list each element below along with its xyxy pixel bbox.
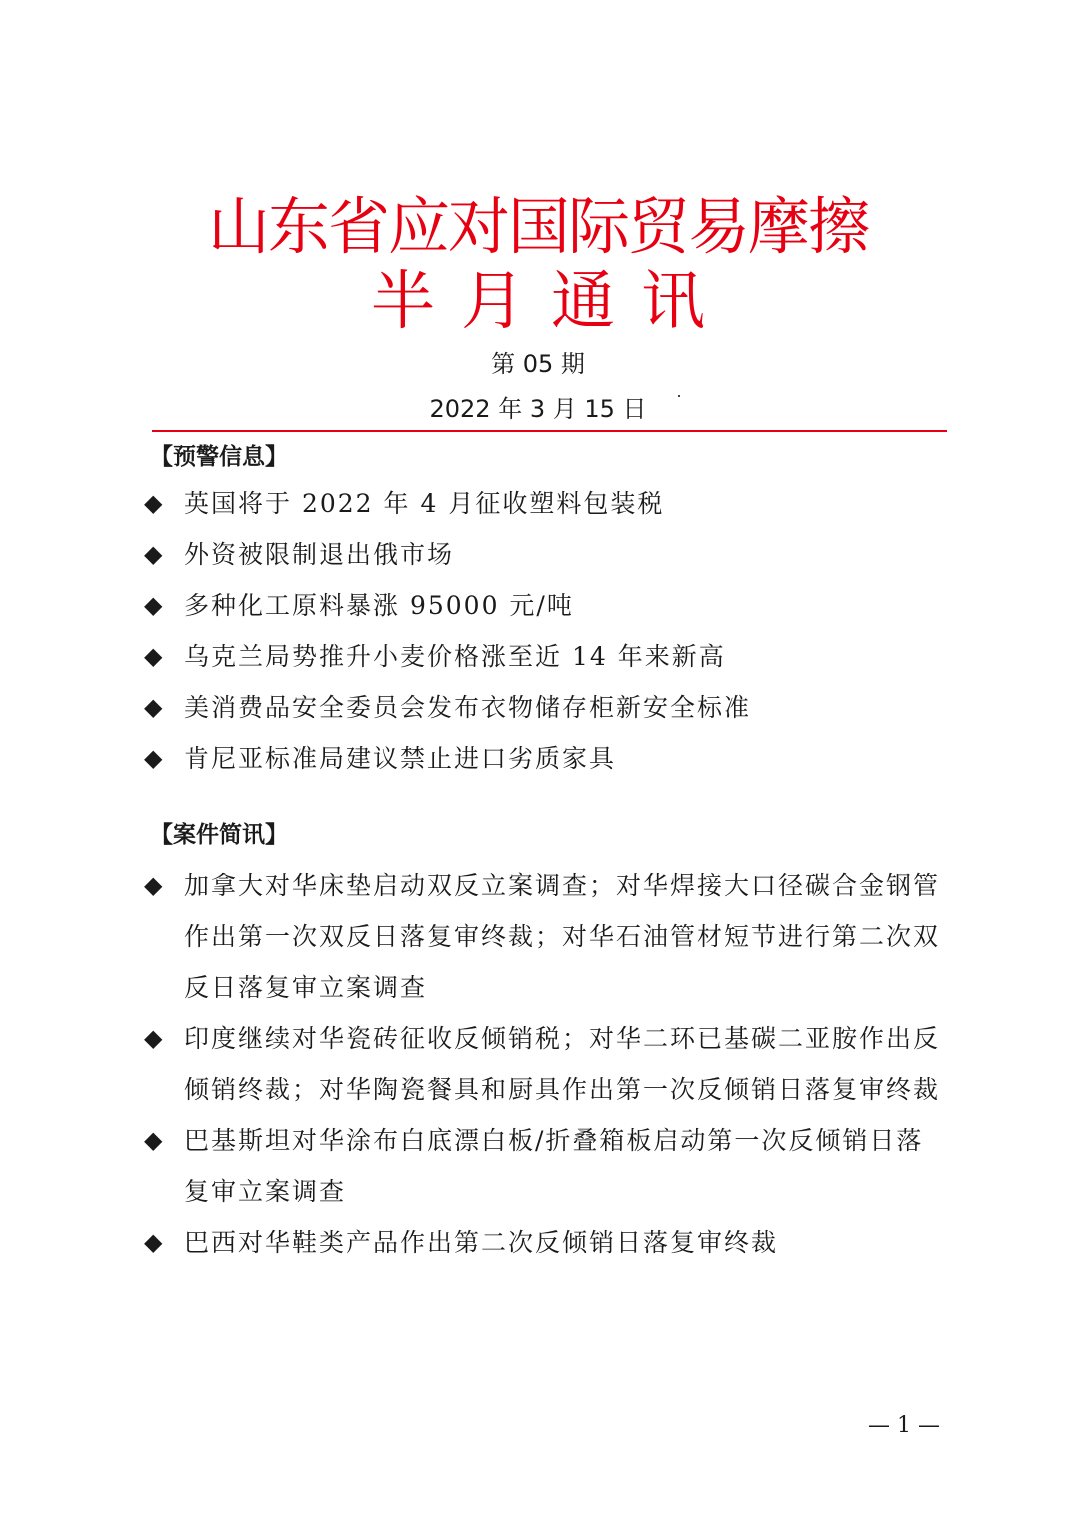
list-item — [144, 529, 944, 580]
diamond-bullet-icon: ◆ — [144, 744, 163, 772]
section-title-warning: 【预警信息】 — [150, 443, 288, 470]
diamond-bullet-icon: ◆ — [144, 871, 163, 899]
list-item-text: 英国将于 2022 年 4 月征收塑料包装税 — [184, 489, 665, 518]
list-item-text: 巴西对华鞋类产品作出第二次反倾销日落复审终裁 — [184, 1228, 779, 1257]
list-item — [144, 682, 944, 733]
diamond-bullet-icon: ◆ — [144, 489, 163, 517]
diamond-bullet-icon: ◆ — [144, 1024, 163, 1052]
diamond-bullet-icon: ◆ — [144, 540, 163, 568]
diamond-bullet-icon: ◆ — [144, 642, 163, 670]
list-item — [144, 1013, 944, 1115]
cases-list — [144, 860, 944, 1268]
list-item-text: 乌克兰局势推升小麦价格涨至近 14 年来新高 — [184, 642, 726, 671]
diamond-bullet-icon: ◆ — [144, 1228, 163, 1256]
list-item — [144, 478, 944, 529]
list-item-text: 美消费品安全委员会发布衣物储存柜新安全标准 — [184, 693, 752, 722]
page-number: — 1 — — [868, 1413, 940, 1438]
issue-date: 2022 年 3 月 15 日 — [429, 395, 647, 423]
section-title-cases: 【案件简讯】 — [150, 821, 288, 848]
red-divider-rule — [152, 430, 947, 432]
masthead-title-line1: 山东省应对国际贸易摩擦 — [207, 190, 868, 263]
list-item — [144, 1217, 944, 1268]
list-item — [144, 860, 944, 1013]
stray-dot — [678, 395, 680, 397]
list-item-text: 肯尼亚标准局建议禁止进口劣质家具 — [184, 744, 617, 773]
diamond-bullet-icon: ◆ — [144, 1126, 163, 1154]
list-item — [144, 580, 944, 631]
list-item-text: 印度继续对华瓷砖征收反倾销税；对华二环已基碳二亚胺作出反倾销终裁；对华陶瓷餐具和厨具作出第一次反倾销日落复审终裁 — [184, 1024, 941, 1104]
diamond-bullet-icon: ◆ — [144, 693, 163, 721]
list-item-text: 加拿大对华床垫启动双反立案调查；对华焊接大口径碳合金钢管作出第一次双反日落复审终裁；对华石油管材短节进行第二次双反日落复审立案调查 — [184, 871, 941, 1002]
issue-number: 第 05 期 — [491, 350, 585, 378]
list-item-text: 多种化工原料暴涨 95000 元/吨 — [184, 591, 574, 620]
warning-list — [144, 478, 944, 784]
masthead-title-line2: 半月通讯 — [371, 265, 731, 339]
list-item — [144, 631, 944, 682]
diamond-bullet-icon: ◆ — [144, 591, 163, 619]
list-item-text: 巴基斯坦对华涂布白底漂白板/折叠箱板启动第一次反倾销日落复审立案调查 — [184, 1126, 924, 1206]
list-item — [144, 733, 944, 784]
list-item — [144, 1115, 944, 1217]
list-item-text: 外资被限制退出俄市场 — [184, 540, 455, 569]
